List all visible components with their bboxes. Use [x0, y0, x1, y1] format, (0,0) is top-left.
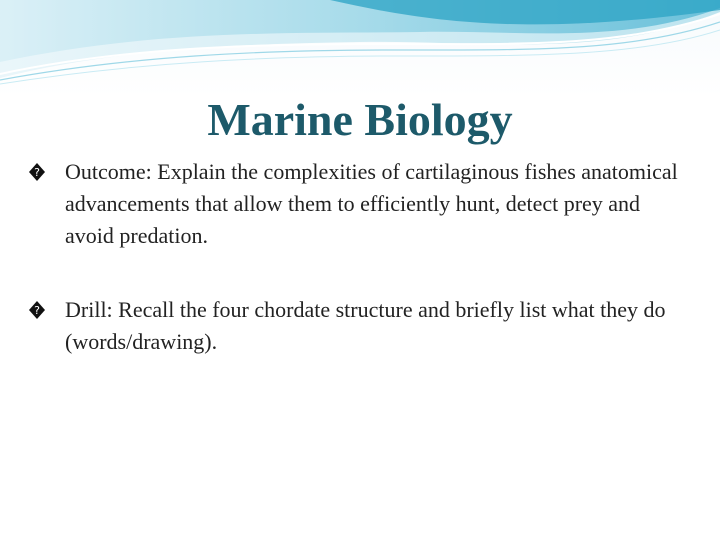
bullet-item-drill: [28, 294, 688, 358]
wave-header-decoration: [0, 0, 720, 90]
slide-content: [28, 156, 688, 400]
replacement-char-icon: [28, 300, 48, 322]
bullet-item-outcome: [28, 156, 688, 252]
svg-text:?: ?: [34, 304, 40, 317]
replacement-char-icon: [28, 162, 48, 184]
bullet-text-outcome: Outcome: Explain the complexities of cartilaginous fishes anatomical advancements that allow them to efficiently hunt, detect prey and avoid predation.: [65, 159, 678, 248]
slide-title: Marine Biology: [207, 94, 513, 145]
bullet-text-drill: Drill: Recall the four chordate structure and briefly list what they do (words/drawing).: [65, 297, 666, 354]
svg-text:?: ?: [34, 166, 40, 179]
